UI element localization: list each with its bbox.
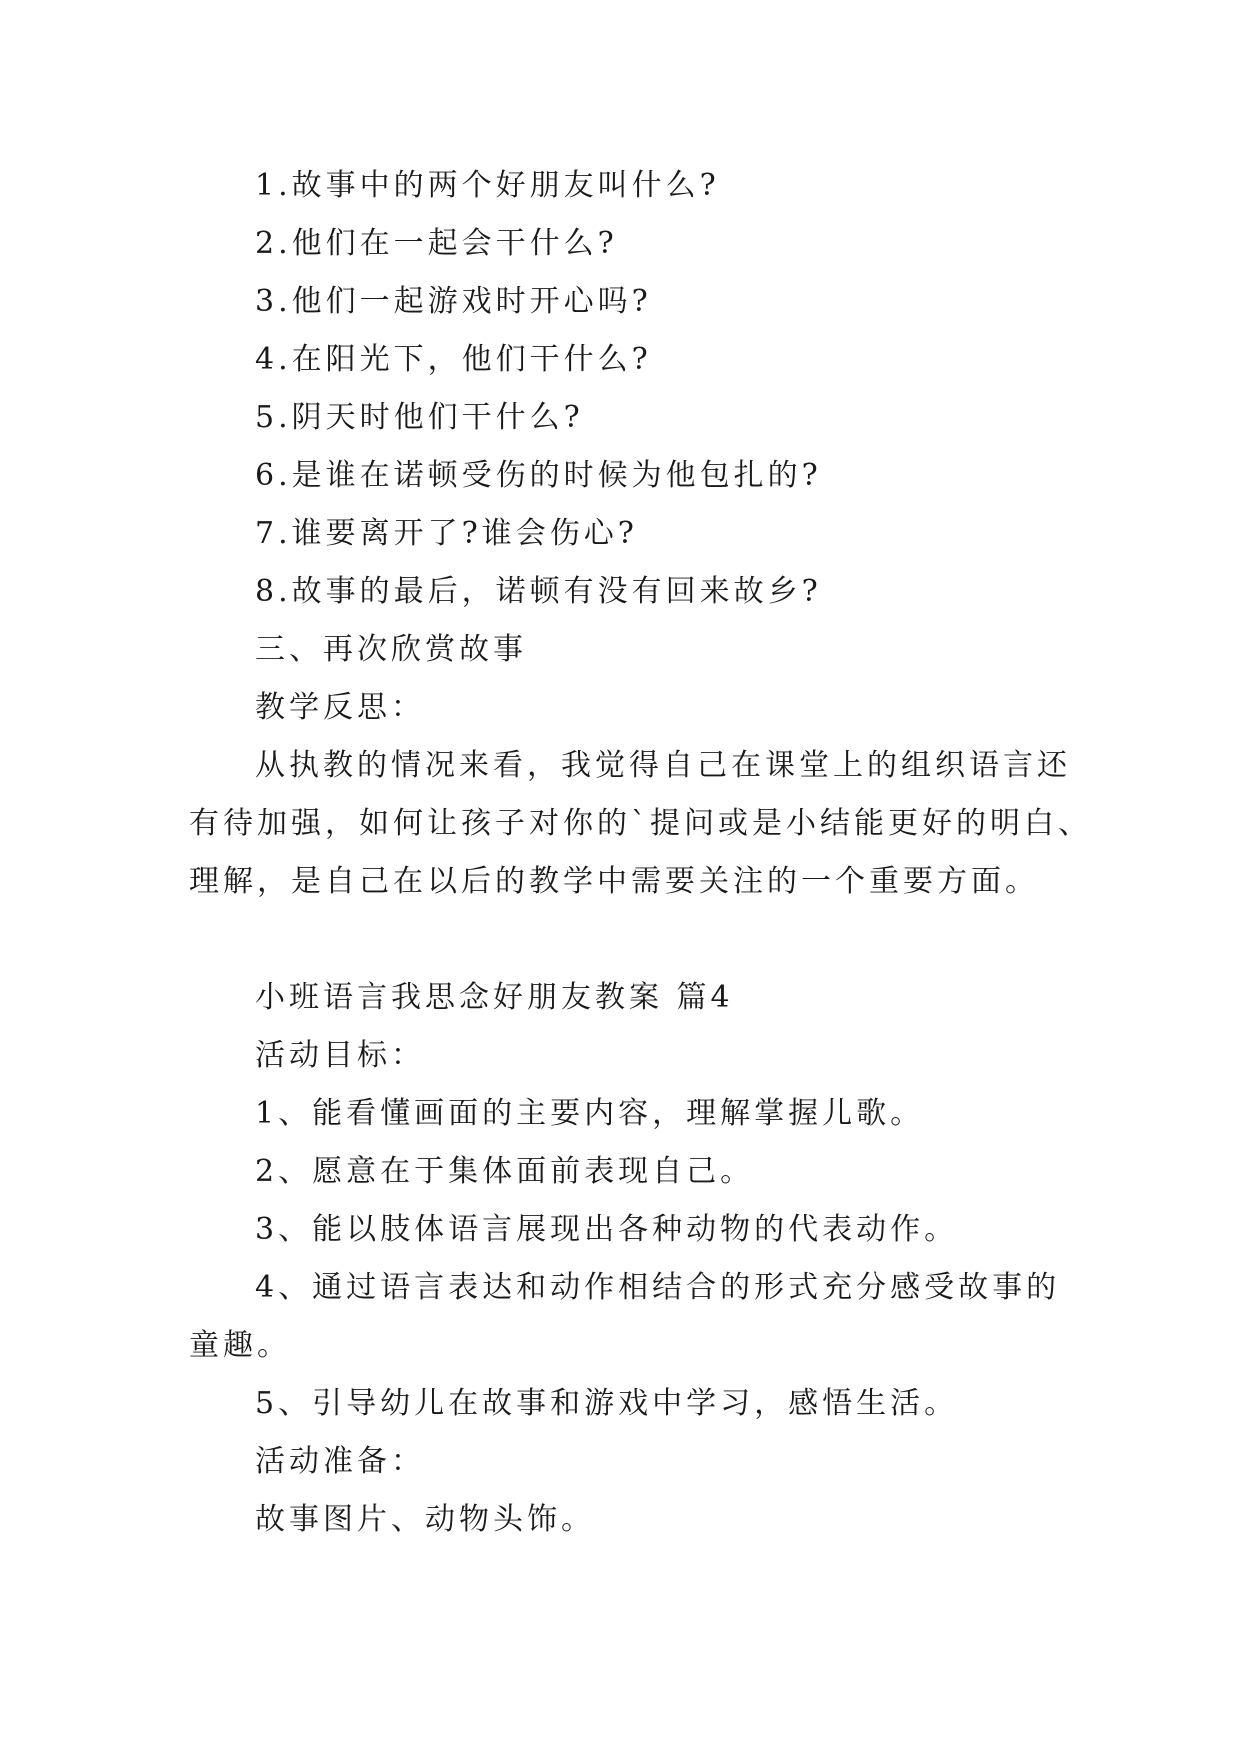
question-8: 8.故事的最后，诺顿有没有回来故乡? [255, 574, 822, 609]
goal-item-3: 3、能以肢体语言展现出各种动物的代表动作。 [255, 1212, 959, 1247]
goal-item-1: 1、能看懂画面的主要内容，理解掌握儿歌。 [255, 1096, 925, 1131]
question-6: 6.是谁在诺顿受伤的时候为他包扎的? [255, 458, 822, 493]
preparation-text: 故事图片、动物头饰。 [255, 1502, 595, 1537]
question-7: 7.谁要离开了?谁会伤心? [255, 516, 638, 551]
question-1: 1.故事中的两个好朋友叫什么? [255, 168, 720, 203]
preparation-heading: 活动准备： [255, 1444, 425, 1479]
question-3: 3.他们一起游戏时开心吗? [255, 284, 652, 319]
chapter-title: 小班语言我思念好朋友教案 篇4 [255, 980, 734, 1015]
goals-heading: 活动目标： [255, 1038, 425, 1073]
goal-item-4: 4、通过语言表达和动作相结合的形式充分感受故事的 [255, 1270, 1061, 1305]
reflection-line-1: 从执教的情况来看，我觉得自己在课堂上的组织语言还 [255, 748, 1071, 783]
goal-item-5: 5、引导幼儿在故事和游戏中学习，感悟生活。 [255, 1386, 959, 1421]
goal-item-2: 2、愿意在于集体面前表现自己。 [255, 1154, 755, 1189]
reflection-line-3: 理解，是自己在以后的教学中需要关注的一个重要方面。 [189, 864, 1039, 899]
reflection-line-2: 有待加强，如何让孩子对你的`提问或是小结能更好的明白、 [189, 806, 1092, 841]
reflection-heading: 教学反思： [255, 690, 425, 725]
question-2: 2.他们在一起会干什么? [255, 226, 618, 261]
goal-item-4-continued: 童趣。 [189, 1328, 291, 1363]
section-three-heading: 三、再次欣赏故事 [255, 632, 527, 667]
question-4: 4.在阳光下，他们干什么? [255, 342, 652, 377]
question-5: 5.阴天时他们干什么? [255, 400, 584, 435]
